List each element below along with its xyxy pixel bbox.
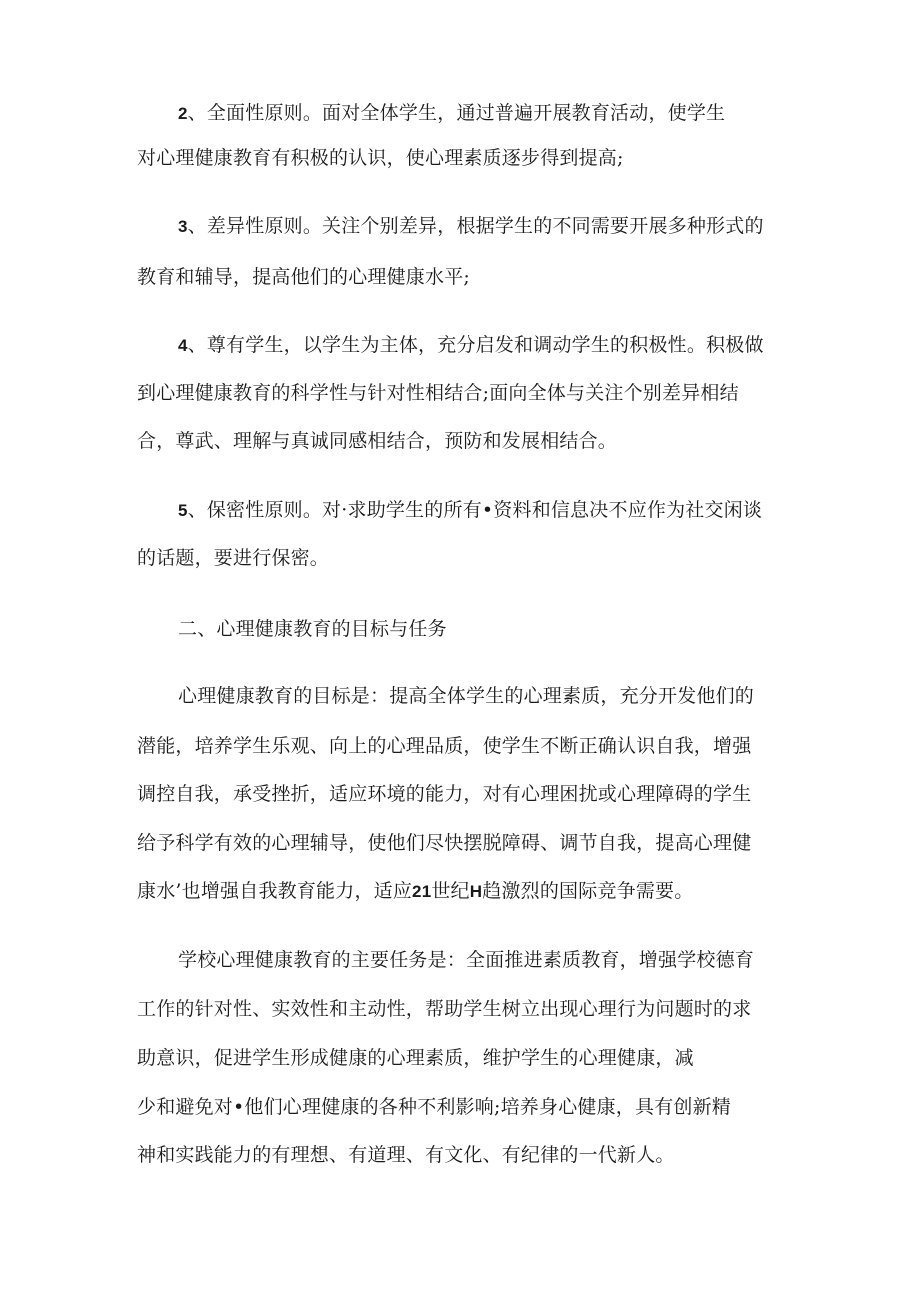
principle-3-text-1: 、差异性原则。关注个别差异，根据学生的不同需要开展多种形式的 [187,215,764,237]
principle-5-line-2: 的话题，要进行保密。 [137,547,330,569]
principle-4-text-1: 、尊有学生，以学生为主体，充分启发和调动学生的积极性。积极做 [187,334,764,356]
principle-2-line-1 [178,101,725,126]
principle-5-number: 5 [178,501,188,520]
goal-line-5-part-3: 趋激烈的国际竞争需要。 [482,880,694,902]
goal-line-5-part-2: 世纪 [431,880,470,902]
section-heading: 二、心理健康教育的目标与任务 [178,618,447,640]
principle-3-number: 3 [178,217,188,236]
goal-line-5-number: 21 [412,882,432,901]
principle-4-line-1 [178,333,764,358]
goal-line-3: 调控自我，承受挫折，适应环境的能力，对有心理困扰或心理障碍的学生 [137,783,752,805]
goal-line-2: 潜能，培养学生乐观、向上的心理品质，使学生不断正确认识自我，增强 [137,735,752,757]
principle-3-line-2: 教育和辅导，提高他们的心理健康水平; [137,266,471,288]
goal-line-4: 给予科学有效的心理辅导，使他们尽快摆脱障碍、调节自我，提高心理健 [137,832,752,854]
principle-2-number: 2 [178,104,188,123]
principle-5-line-1 [178,498,762,523]
task-line-2: 工作的针对性、实效性和主动性，帮助学生树立出现心理行为问题时的求 [137,998,752,1020]
goal-line-5-letter: H [469,882,483,901]
task-line-4: 少和避免对•他们心理健康的各种不利影响;培养身心健康，具有创新精 [137,1096,732,1118]
goal-line-5 [137,879,693,904]
task-line-3: 助意识，促进学生形成健康的心理素质，维护学生的心理健康，减 [137,1047,694,1069]
goal-line-1: 心理健康教育的目标是：提高全体学生的心理素质，充分开发他们的 [178,685,755,707]
principle-4-line-3: 合，尊武、理解与真诚同感相结合，预防和发展相结合。 [137,430,618,452]
task-line-1: 学校心理健康教育的主要任务是：全面推进素质教育，增强学校德育 [178,949,755,971]
task-line-5: 神和实践能力的有理想、有道理、有文化、有纪律的一代新人。 [137,1144,675,1166]
principle-2-line-2: 对心理健康教育有积极的认识，使心理素质逐步得到提高; [137,147,624,169]
goal-line-5-part-1: 康水’也增强自我教育能力，适应 [137,880,413,902]
principle-2-text-1: 、全面性原则。面对全体学生，通过普遍开展教育活动，使学生 [187,102,726,124]
principle-4-line-2: 到心理健康教育的科学性与针对性相结合;面向全体与关注个别差异相结 [137,382,739,404]
principle-3-line-1 [178,214,764,239]
principle-5-text-1: 、保密性原则。对·求助学生的所有•资料和信息决不应作为社交闲谈 [187,499,763,521]
principle-4-number: 4 [178,336,188,355]
